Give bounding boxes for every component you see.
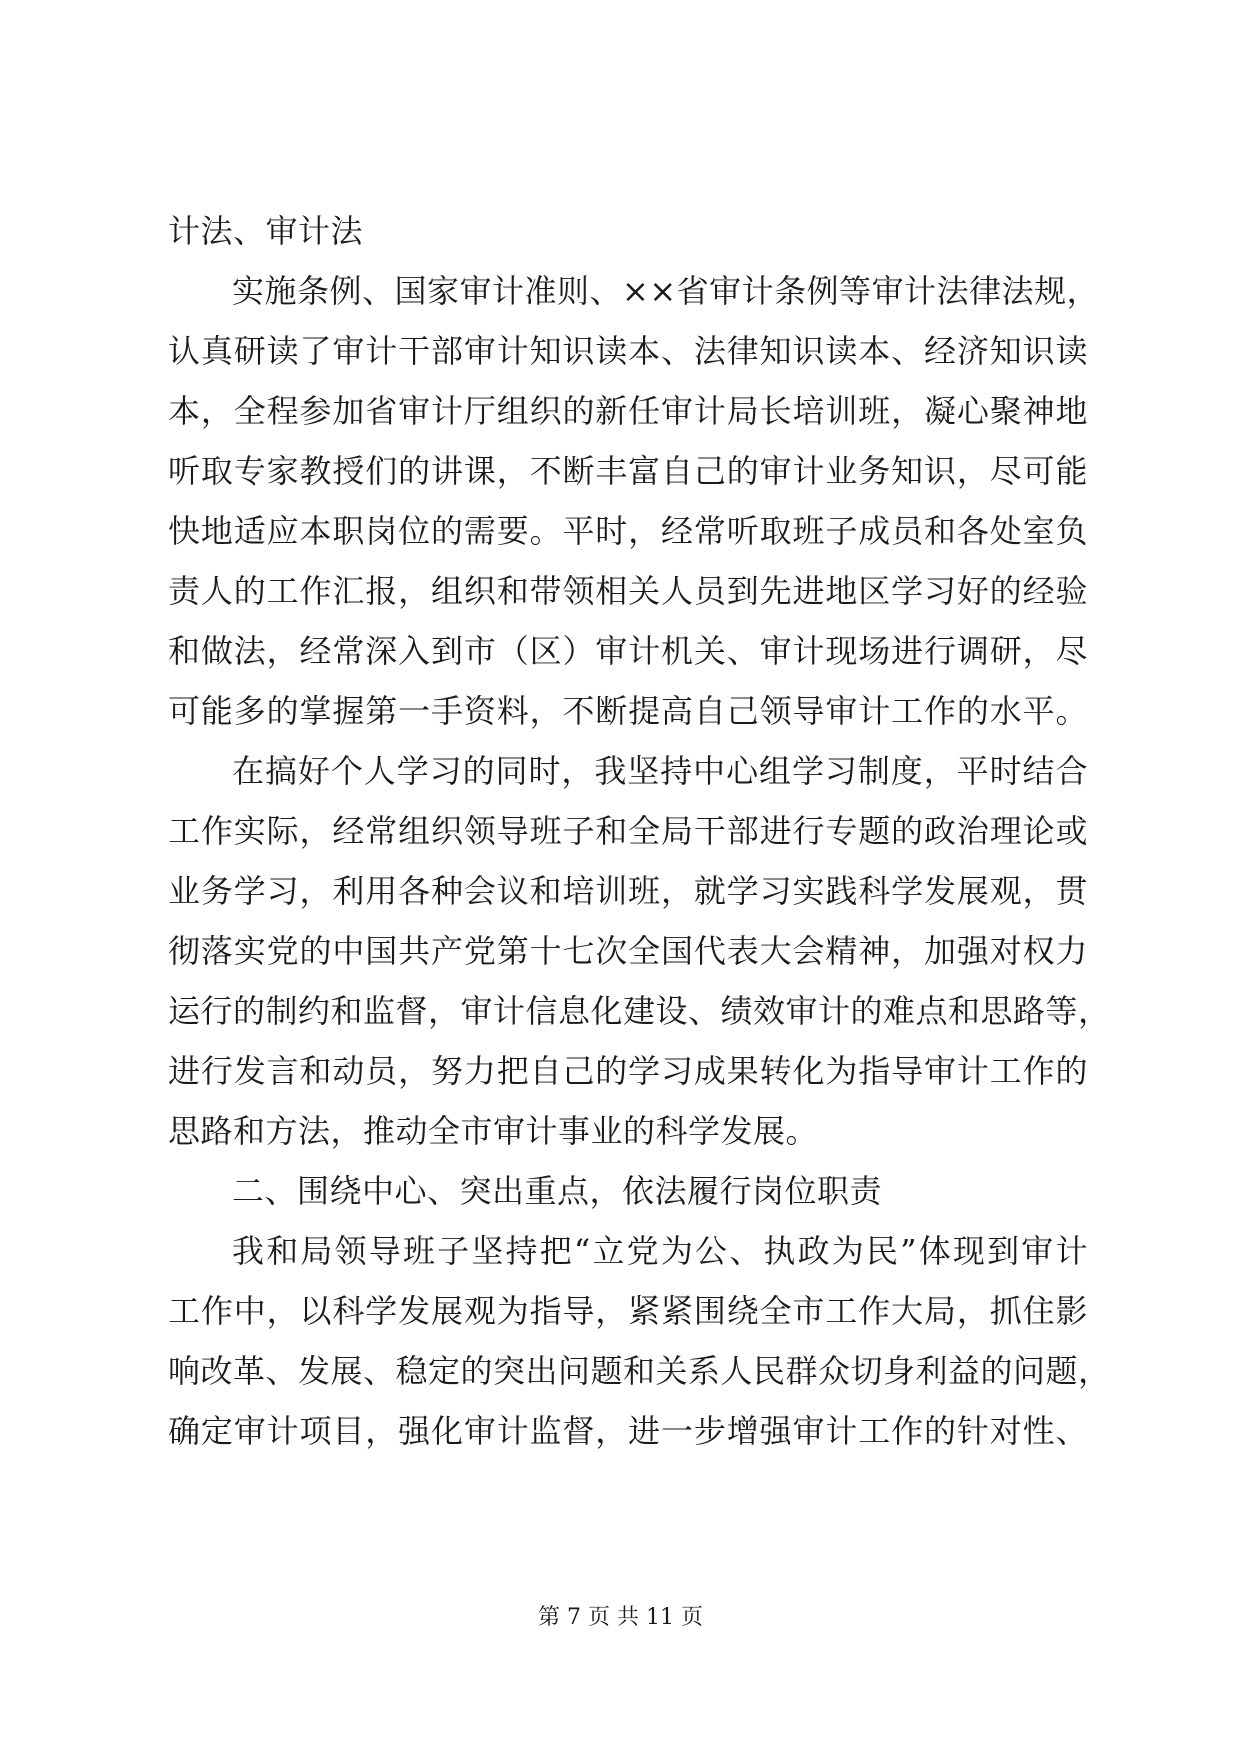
text-line: 确定审计项目，强化审计监督，进一步增强审计工作的针对性、 (168, 1412, 1088, 1450)
text-line: 工作中，以科学发展观为指导，紧紧围绕全市工作大局，抓住影 (168, 1292, 1088, 1330)
text-line: 可能多的掌握第一手资料，不断提高自己领导审计工作的水平。 (168, 692, 1088, 730)
text-line: 进行发言和动员，努力把自己的学习成果转化为指导审计工作的 (168, 1052, 1088, 1090)
text-line: 我和局领导班子坚持把“立党为公、执政为民”体现到审计 (232, 1232, 1088, 1270)
text-line: 认真研读了审计干部审计知识读本、法律知识读本、经济知识读 (168, 332, 1088, 370)
text-line: 计法、审计法 (168, 212, 364, 250)
text-line: 彻落实党的中国共产党第十七次全国代表大会精神，加强对权力 (168, 932, 1088, 970)
text-line: 业务学习，利用各种会议和培训班，就学习实践科学发展观，贯 (168, 872, 1088, 910)
text-line: 本，全程参加省审计厅组织的新任审计局长培训班，凝心聚神地 (168, 392, 1088, 430)
page-number-footer: 第 7 页 共 11 页 (538, 1605, 703, 1630)
text-line: 运行的制约和监督，审计信息化建设、绩效审计的难点和思路等， (168, 992, 1111, 1030)
text-line: 听取专家教授们的讲课，不断丰富自己的审计业务知识，尽可能 (168, 452, 1088, 490)
text-line: 响改革、发展、稳定的突出问题和关系人民群众切身利益的问题， (168, 1352, 1111, 1390)
text-line: 实施条例、国家审计准则、××省审计条例等审计法律法规， (232, 272, 1100, 310)
section-heading: 二、围绕中心、突出重点，依法履行岗位职责 (232, 1172, 883, 1210)
text-line: 和做法，经常深入到市（区）审计机关、审计现场进行调研，尽 (168, 632, 1088, 670)
text-line: 思路和方法，推动全市审计事业的科学发展。 (168, 1112, 819, 1150)
text-line: 在搞好个人学习的同时，我坚持中心组学习制度，平时结合 (232, 752, 1088, 790)
text-line: 责人的工作汇报，组织和带领相关人员到先进地区学习好的经验 (168, 572, 1088, 610)
text-line: 快地适应本职岗位的需要。平时，经常听取班子成员和各处室负 (168, 512, 1088, 550)
text-line: 工作实际，经常组织领导班子和全局干部进行专题的政治理论或 (168, 812, 1088, 850)
